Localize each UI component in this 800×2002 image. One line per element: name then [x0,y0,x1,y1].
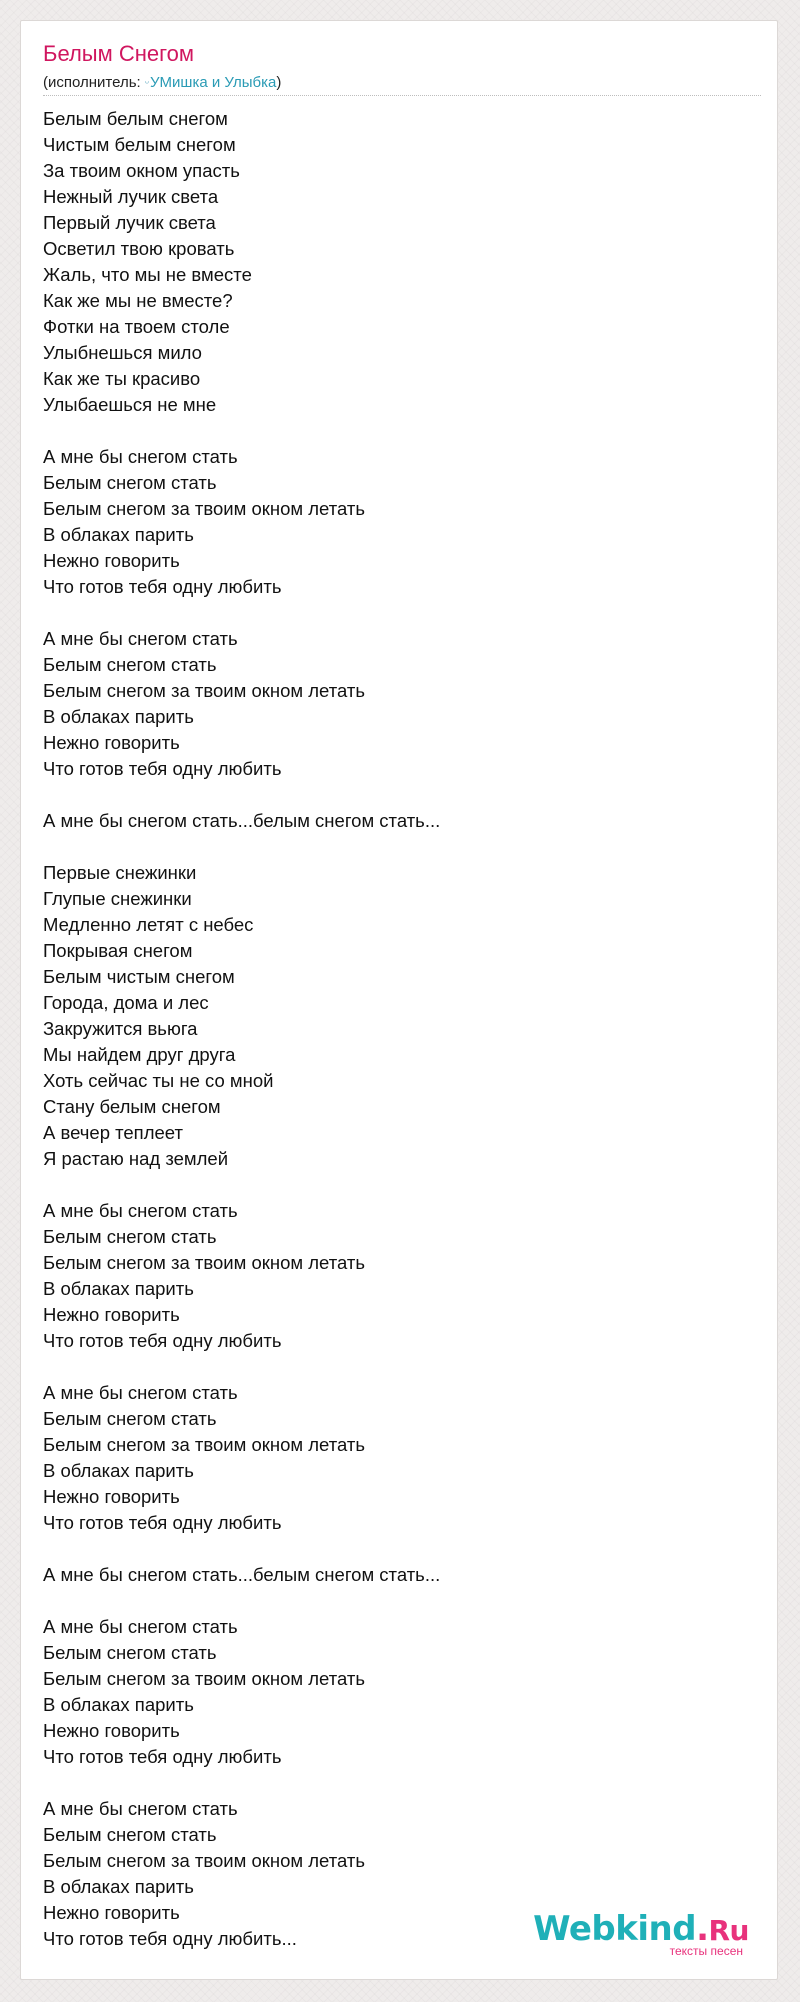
lyric-line: Я растаю над землей [43,1148,229,1169]
performer-prefix: (исполнитель: [43,74,145,91]
lyric-line: Белым снегом за твоим окном летать [43,1850,365,1871]
stanza-break [43,1172,743,1198]
logo-tagline: тексты песен [669,1944,743,1958]
lyric-line: Нежный лучик света [43,186,219,207]
lyric-line: В облаках парить [43,1278,194,1299]
title-divider [43,95,761,96]
lyric-line: Хоть сейчас ты не со мной [43,1070,274,1091]
lyric-line: Стану белым снегом [43,1096,221,1117]
lyric-line: А мне бы снегом стать...белым снегом стать... [43,810,441,831]
lyric-line: А мне бы снегом стать [43,446,238,467]
stanza-break [43,1354,743,1380]
lyric-line: Белым снегом за твоим окном летать [43,1434,365,1455]
lyric-line: Что готов тебя одну любить [43,758,282,779]
lyric-line: Белым чистым снегом [43,966,235,987]
stanza-break [43,600,743,626]
lyric-line: Медленно летят с небес [43,914,254,935]
lyric-line: Белым белым снегом [43,108,228,129]
lyric-line: Белым снегом за твоим окном летать [43,680,365,701]
lyric-line: Нежно говорить [43,550,180,571]
logo-tld: Ru [708,1914,749,1947]
lyric-line: Что готов тебя одну любить [43,576,282,597]
lyric-line: Как же мы не вместе? [43,290,233,311]
lyric-line: Белым снегом стать [43,1226,217,1247]
lyric-line: Первые снежинки [43,862,197,883]
lyric-line: Улыбаешься не мне [43,394,217,415]
lyric-line: Нежно говорить [43,1720,180,1741]
smile-icon: ᵕ [144,77,150,89]
lyric-line: Белым снегом стать [43,1642,217,1663]
lyric-line: Осветил твою кровать [43,238,235,259]
lyric-line: Белым снегом за твоим окном летать [43,498,365,519]
stanza-break [43,782,743,808]
lyric-line: Жаль, что мы не вместе [43,264,252,285]
stanza-break [43,418,743,444]
stanza-break [43,834,743,860]
lyric-line: Города, дома и лес [43,992,209,1013]
lyric-line: Как же ты красиво [43,368,201,389]
lyric-line: А мне бы снегом стать [43,1382,238,1403]
song-title: Белым Снегом [43,41,195,66]
logo-main-text: Webkind [533,1909,697,1949]
lyric-line: Белым снегом за твоим окном летать [43,1252,365,1273]
artist-name: УМишка и Улыбка [150,74,277,91]
lyric-line: А мне бы снегом стать [43,628,238,649]
lyric-line: Белым снегом стать [43,1824,217,1845]
lyric-line: В облаках парить [43,1876,194,1897]
stanza-break [43,1588,743,1614]
lyric-line: Что готов тебя одну любить [43,1512,282,1533]
lyric-line: Нежно говорить [43,1304,180,1325]
lyric-line: Белым снегом стать [43,654,217,675]
lyric-line: Что готов тебя одну любить [43,1330,282,1351]
lyric-line: Улыбнешься мило [43,342,202,363]
lyric-line: Закружится вьюга [43,1018,198,1039]
lyric-line: Белым снегом стать [43,472,217,493]
lyric-line: В облаках парить [43,1694,194,1715]
stanza-break [43,1536,743,1562]
lyric-line: Чистым белым снегом [43,134,236,155]
lyric-line: А мне бы снегом стать [43,1798,238,1819]
lyrics-card [20,20,778,1980]
lyric-line: В облаках парить [43,1460,194,1481]
lyric-line: Нежно говорить [43,1902,180,1923]
lyric-line: В облаках парить [43,706,194,727]
lyric-line: Первый лучик света [43,212,216,233]
lyric-line: Что готов тебя одну любить... [43,1928,297,1949]
lyric-line: А мне бы снегом стать...белым снегом стать... [43,1564,441,1585]
site-logo[interactable] [533,1911,749,1957]
lyric-line: В облаках парить [43,524,194,545]
lyric-line: Нежно говорить [43,1486,180,1507]
stanza-break [43,1770,743,1796]
lyric-line: А мне бы снегом стать [43,1200,238,1221]
lyric-line: Белым снегом стать [43,1408,217,1429]
lyric-line: Глупые снежинки [43,888,192,909]
lyric-line: Что готов тебя одну любить [43,1746,282,1767]
lyric-line: Покрывая снегом [43,940,193,961]
lyric-line: За твоим окном упасть [43,160,240,181]
artist-link[interactable] [145,74,276,91]
lyric-line: Мы найдем друг друга [43,1044,236,1065]
lyrics-body [43,106,743,1952]
lyric-line: Белым снегом за твоим окном летать [43,1668,365,1689]
lyric-line: А мне бы снегом стать [43,1616,238,1637]
lyric-line: Фотки на твоем столе [43,316,230,337]
performer-suffix: ) [276,74,282,91]
lyric-line: Нежно говорить [43,732,180,753]
lyric-line: А вечер теплеет [43,1122,183,1143]
performer-line [43,73,281,93]
logo-dot: . [696,1909,709,1949]
